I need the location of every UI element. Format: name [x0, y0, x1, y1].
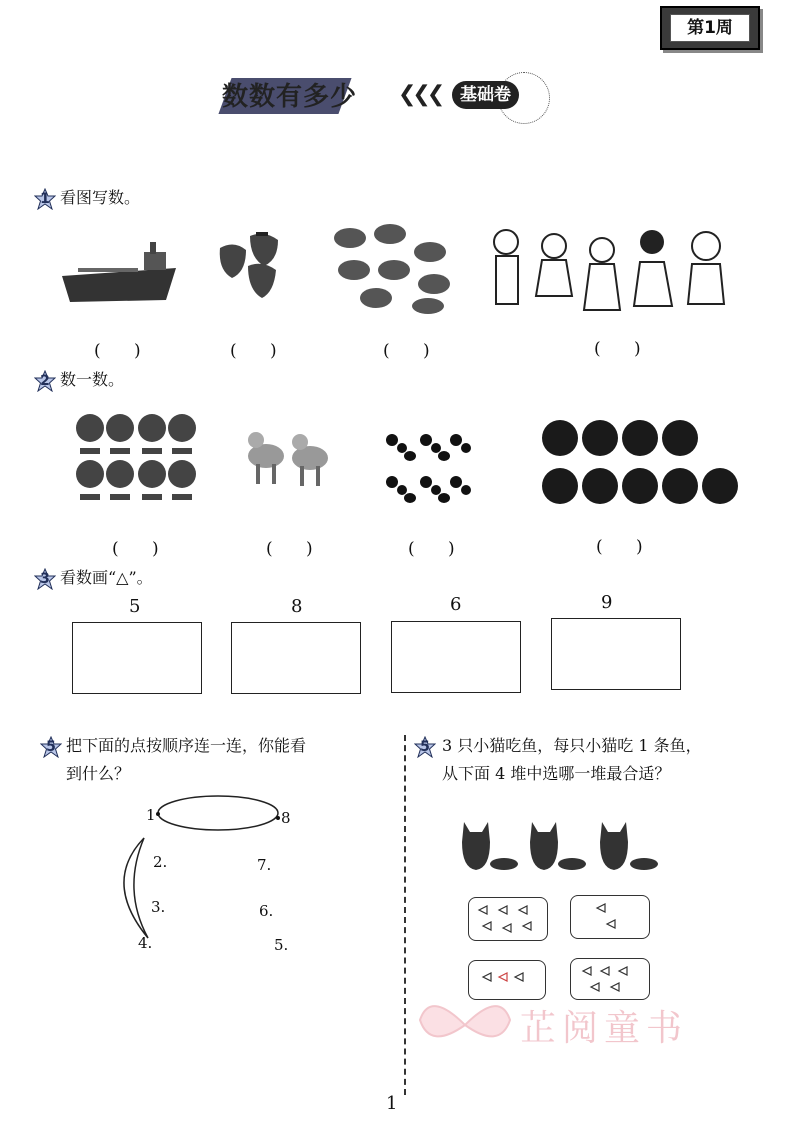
answer-blank[interactable]: ( ) — [408, 539, 469, 559]
answer-blank[interactable]: ( ) — [112, 539, 173, 559]
cats-image — [456, 816, 668, 876]
dot-label: 6. — [259, 902, 274, 920]
page-title: 数数有多少 — [222, 82, 358, 112]
count-number: 6 — [450, 594, 462, 615]
count-number: 9 — [601, 592, 613, 613]
dot-label: 1 — [146, 806, 156, 824]
strawberries-image — [212, 230, 284, 300]
drawing-box[interactable] — [551, 618, 681, 690]
question-badge: 3 — [34, 568, 56, 590]
question-4-line-1: 把下面的点按顺序连一连，你能看 — [66, 736, 307, 755]
question-badge: 2 — [34, 370, 56, 392]
fish-icon — [571, 896, 649, 938]
bow-icon — [410, 990, 520, 1060]
caps-image — [330, 222, 452, 314]
fish-pile-option[interactable] — [570, 895, 650, 939]
count-number: 8 — [291, 596, 303, 617]
column-divider — [404, 735, 406, 1095]
dot-label: 5. — [274, 936, 289, 954]
drawing-box[interactable] — [72, 622, 202, 694]
watermelons-image — [538, 418, 740, 508]
answer-blank[interactable]: ( ) — [94, 341, 155, 361]
question-badge: 5 — [40, 736, 62, 758]
page-number: 1 — [386, 1093, 398, 1114]
level-badge: 基础卷 — [452, 81, 519, 109]
week-tag — [660, 6, 760, 50]
dot-label: 2. — [153, 853, 168, 871]
fish-icon — [571, 959, 649, 999]
lambs-image — [244, 426, 336, 492]
answer-blank[interactable]: ( ) — [383, 341, 444, 361]
connect-dots-figure — [110, 790, 290, 960]
fish-icon — [469, 898, 547, 940]
fish-pile-option[interactable] — [468, 897, 548, 941]
week-label: 第1周 — [670, 14, 750, 42]
dot-label: 4. — [138, 934, 153, 952]
girls-image — [484, 224, 734, 324]
fish-pile-option[interactable] — [570, 958, 650, 1000]
ship-image — [58, 238, 180, 308]
dot-label: 3. — [151, 898, 166, 916]
question-badge: 1 — [34, 188, 56, 210]
watermark: 芷阅童书 — [520, 1008, 689, 1049]
drawing-box[interactable] — [391, 621, 521, 693]
question-5-line-1: 3 只小猫吃鱼，每只小猫吃 1 条鱼， — [442, 736, 702, 755]
question-2-text: 数一数。 — [60, 370, 125, 389]
dot-label: 7. — [257, 856, 272, 874]
ants-image — [374, 420, 478, 512]
question-4-line-2: 到什么？ — [66, 764, 131, 783]
dot-label: 8 — [281, 809, 291, 827]
answer-blank[interactable]: ( ) — [266, 539, 327, 559]
question-3-text: 看数画“△”。 — [60, 568, 153, 587]
answer-blank[interactable]: ( ) — [230, 341, 291, 361]
answer-blank[interactable]: ( ) — [594, 339, 655, 359]
question-1-text: 看图写数。 — [60, 188, 141, 207]
count-number: 5 — [129, 596, 141, 617]
answer-blank[interactable]: ( ) — [596, 537, 657, 557]
fans-image — [74, 410, 200, 512]
question-5-line-2: 从下面 4 堆中选哪一堆最合适？ — [442, 764, 671, 783]
arrows-icon: ❮❮❮ — [398, 82, 442, 107]
question-badge: 5 — [414, 736, 436, 758]
drawing-box[interactable] — [231, 622, 361, 694]
